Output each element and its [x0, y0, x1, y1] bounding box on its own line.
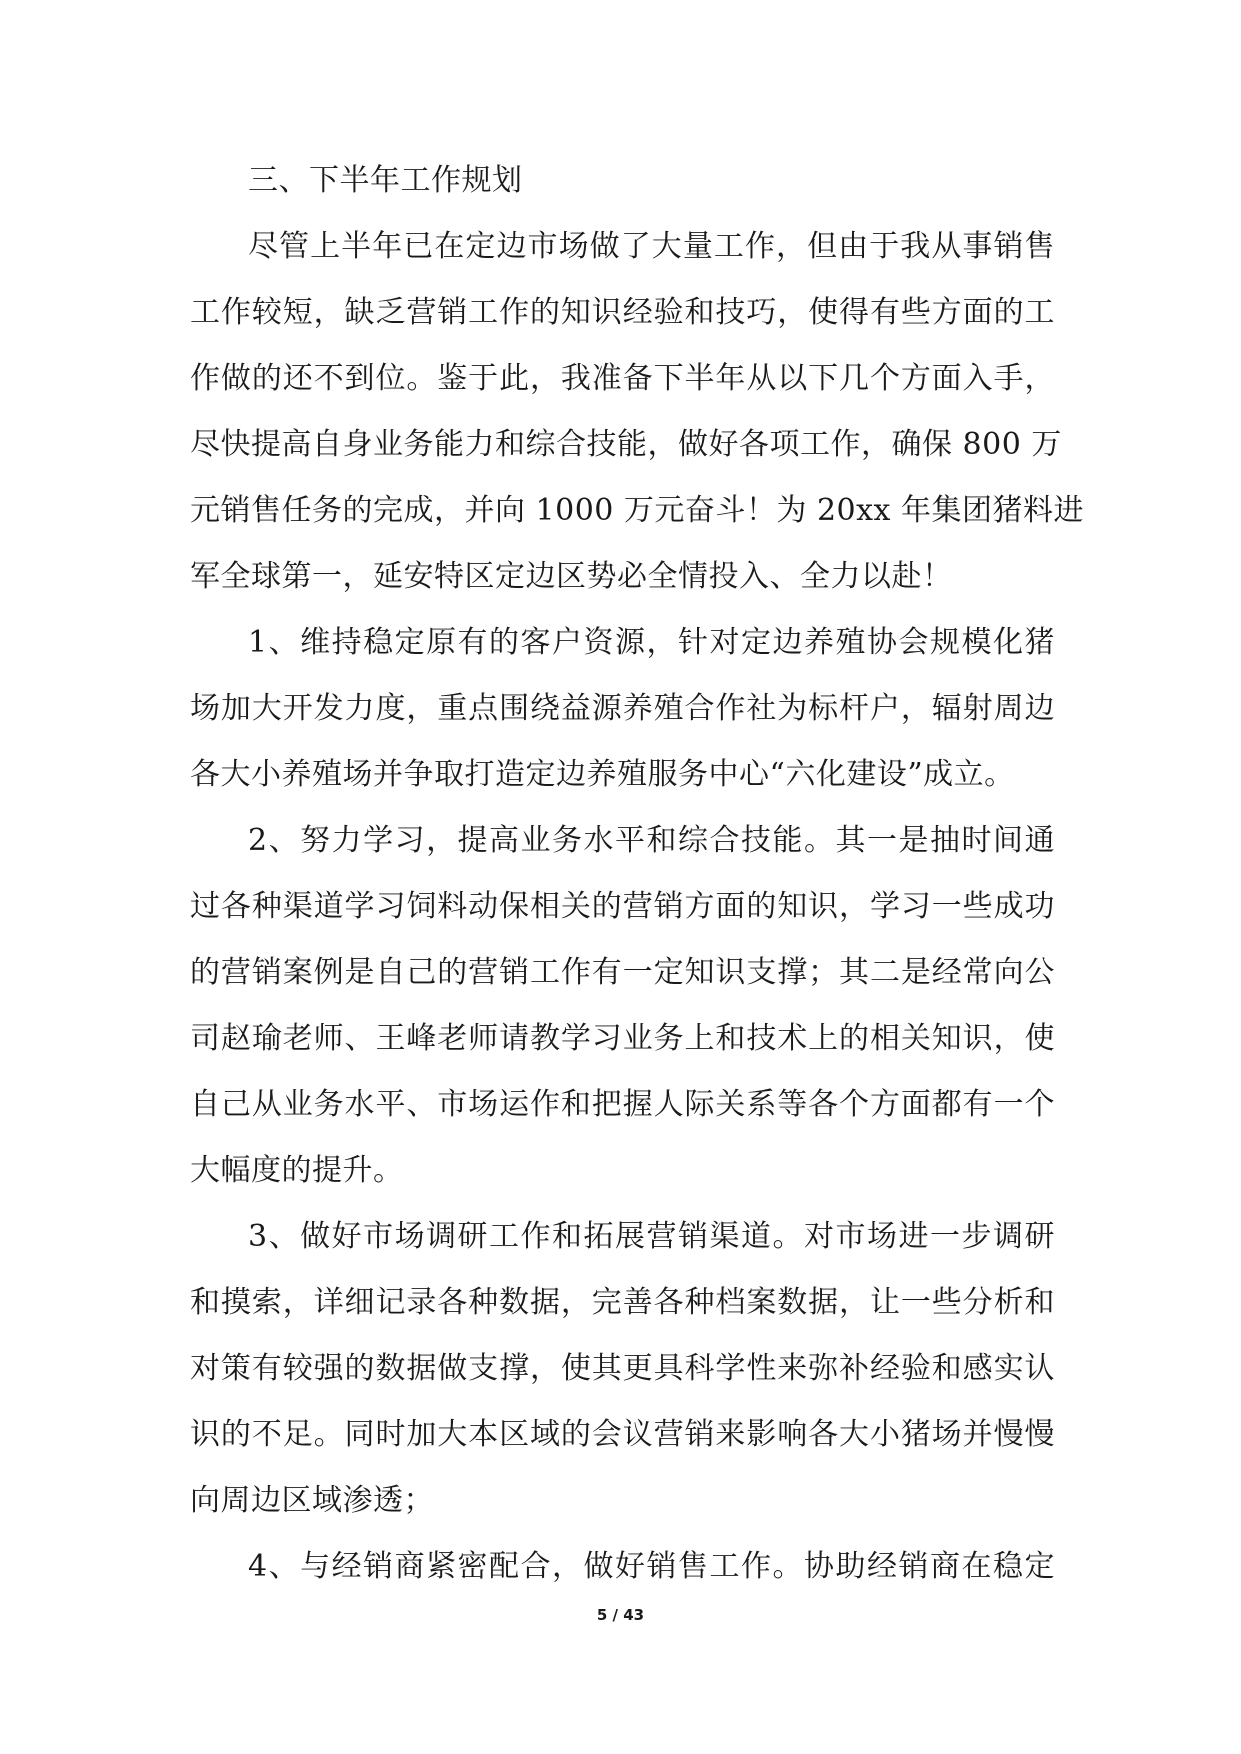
paragraph-line: 大幅度的提升。 [190, 1153, 404, 1188]
paragraph-line: 对策有较强的数据做支撑，使其更具科学性来弥补经验和感实认 [190, 1351, 1055, 1386]
paragraph-1 [190, 214, 1085, 610]
paragraph-line: 自己从业务水平、市场运作和把握人际关系等各个方面都有一个 [190, 1087, 1055, 1122]
paragraph-line: 场加大开发力度，重点围绕益源养殖合作社为标杆户，辐射周边 [190, 691, 1055, 726]
page-number: 5 / 43 [596, 1606, 645, 1624]
paragraph-line: 2、努力学习，提高业务水平和综合技能。其一是抽时间通 [248, 823, 1055, 858]
paragraph-line: 军全球第一，延安特区定边区势必全情投入、全力以赴！ [190, 559, 953, 594]
paragraph-line: 工作较短，缺乏营销工作的知识经验和技巧，使得有些方面的工 [190, 295, 1055, 330]
paragraph-3 [190, 808, 1055, 1204]
paragraph-line: 作做的还不到位。鉴于此，我准备下半年从以下几个方面入手， [190, 361, 1055, 396]
document-body [190, 148, 1085, 1600]
paragraph-line: 向周边区域渗透； [190, 1483, 434, 1518]
paragraph-line: 过各种渠道学习饲料动保相关的营销方面的知识，学习一些成功 [190, 889, 1055, 924]
paragraph-line: 司赵瑜老师、王峰老师请教学习业务上和技术上的相关知识，使 [190, 1021, 1055, 1056]
paragraph-line: 4、与经销商紧密配合，做好销售工作。协助经销商在稳定 [248, 1549, 1055, 1584]
paragraph-5 [190, 1534, 1055, 1600]
paragraph-line: 3、做好市场调研工作和拓展营销渠道。对市场进一步调研 [248, 1219, 1055, 1254]
paragraph-2 [190, 610, 1055, 808]
paragraph-line: 尽快提高自身业务能力和综合技能，做好各项工作，确保 800 万 [190, 427, 1062, 462]
section-title: 三、下半年工作规划 [248, 163, 523, 198]
paragraph-line: 1、维持稳定原有的客户资源，针对定边养殖协会规模化猪 [248, 625, 1055, 660]
paragraph-line: 各大小养殖场并争取打造定边养殖服务中心“六化建设”成立。 [190, 757, 1015, 792]
paragraph-line: 元销售任务的完成，并向 1000 万元奋斗！为 20xx 年集团猪料进 [190, 493, 1085, 528]
paragraph-line: 识的不足。同时加大本区域的会议营销来影响各大小猪场并慢慢 [190, 1417, 1055, 1452]
paragraph-4 [190, 1204, 1055, 1534]
paragraph-line: 和摸索，详细记录各种数据，完善各种档案数据，让一些分析和 [190, 1285, 1055, 1320]
paragraph-line: 尽管上半年已在定边市场做了大量工作，但由于我从事销售 [248, 229, 1055, 264]
paragraph-line: 的营销案例是自己的营销工作有一定知识支撑；其二是经常向公 [190, 955, 1055, 990]
